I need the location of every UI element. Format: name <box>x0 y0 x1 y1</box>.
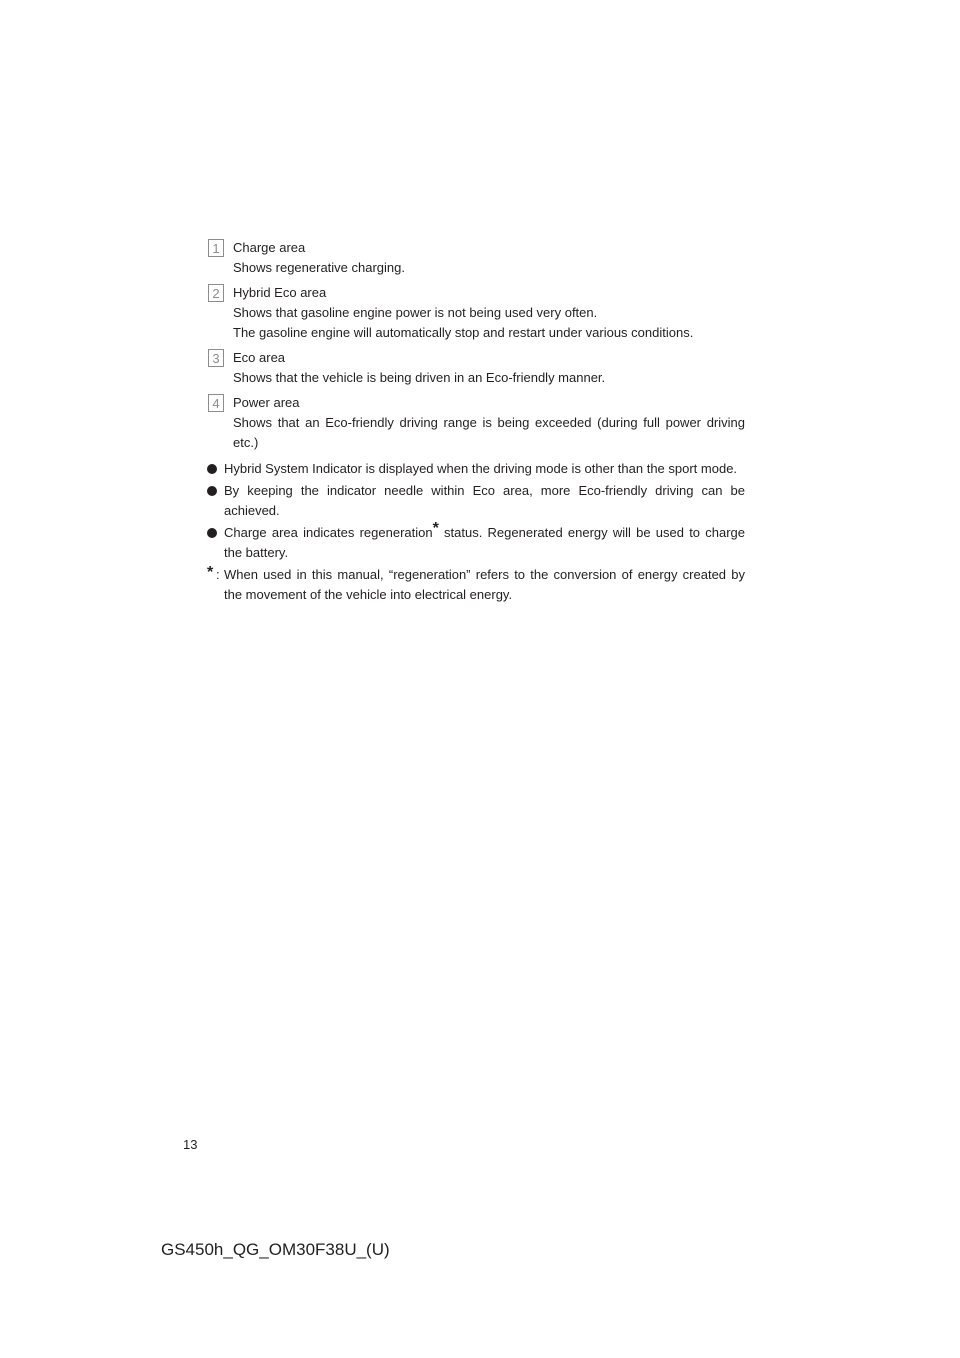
footnote-colon: : <box>216 567 220 582</box>
item-title: Charge area <box>233 240 306 255</box>
bullet-dot-icon <box>207 464 217 474</box>
item-description: Shows regenerative charging. <box>233 260 405 275</box>
asterisk-mark: * <box>432 520 439 537</box>
bullet-dot-icon <box>207 528 217 538</box>
bullet-dot-icon <box>207 486 217 496</box>
document-code: GS450h_QG_OM30F38U_(U) <box>161 1240 390 1259</box>
numbered-item-charge-area <box>207 238 745 278</box>
page-content <box>207 238 745 605</box>
bullet-item-regeneration <box>207 520 745 563</box>
bullet-item <box>207 481 745 521</box>
item-description: Shows that an Eco-friendly driving range is being exceeded (during full power driving etc.) <box>233 415 745 450</box>
page-number: 13 <box>183 1137 198 1152</box>
numbered-item-hybrid-eco-area <box>207 283 745 343</box>
item-title: Power area <box>233 395 300 410</box>
numbered-item-eco-area <box>207 348 745 388</box>
number-badge: 3 <box>208 349 224 367</box>
number-badge: 1 <box>208 239 224 257</box>
item-description: The gasoline engine will automatically stop and restart under various conditions. <box>233 325 694 340</box>
number-badge: 4 <box>208 394 224 412</box>
footnote-asterisk: * <box>207 564 214 581</box>
item-title: Hybrid Eco area <box>233 285 327 300</box>
bullet-item <box>207 459 745 479</box>
item-description: Shows that gasoline engine power is not being used very often. <box>233 305 598 320</box>
bullet-text: Hybrid System Indicator is displayed when the driving mode is other than the sport mode. <box>224 461 738 476</box>
numbered-item-power-area <box>207 393 745 453</box>
number-badge: 2 <box>208 284 224 302</box>
bullet-text-end: status. Regenerated energy will be used to charge the battery. <box>224 525 745 560</box>
bullet-text-start: Charge area indicates regeneration <box>224 525 433 540</box>
bullet-list <box>207 459 745 563</box>
footnote-text: When used in this manual, “regeneration” refers to the conversion of energy created by the movement of the vehicle into electrical energy. <box>224 567 745 602</box>
item-title: Eco area <box>233 350 286 365</box>
bullet-text: By keeping the indicator needle within Eco area, more Eco-friendly driving can be achieved. <box>224 483 745 518</box>
footnote <box>207 565 745 605</box>
item-description: Shows that the vehicle is being driven in an Eco-friendly manner. <box>233 370 606 385</box>
